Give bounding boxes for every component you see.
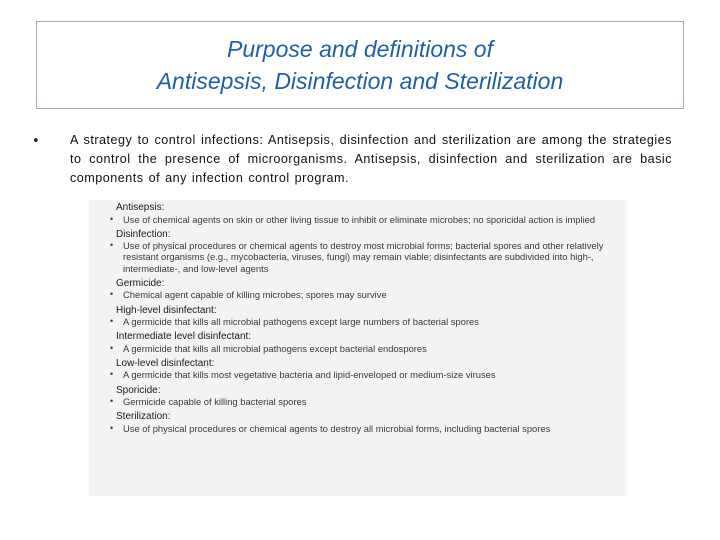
intro-body: Antisepsis, disinfection and sterilization are among the strategies to control the presence of microorganisms. Antisepsis, disinfection and sterilization are basic components of any infection control program. <box>70 133 672 185</box>
bullet-icon: • <box>110 213 114 224</box>
definition-term: High-level disinfectant: <box>116 304 217 316</box>
definition-description <box>110 316 621 328</box>
bullet-icon: • <box>110 369 114 380</box>
definition-text: A germicide that kills all microbial pathogens except bacterial endospores <box>123 342 427 354</box>
definition-term: Antisepsis: <box>116 202 165 213</box>
definition-text: Chemical agent capable of killing microbes; spores may survive <box>123 289 387 301</box>
intro-paragraph <box>70 131 672 188</box>
definition-text: Use of chemical agents on skin or other living tissue to inhibit or eliminate microbes; no sporicidal action is implied <box>123 213 596 225</box>
definition-description <box>110 396 621 408</box>
bullet-icon: • <box>110 396 114 407</box>
definition-description <box>110 213 621 225</box>
definition-term: Germicide: <box>116 277 165 289</box>
definition-text: Use of physical procedures or chemical agents to destroy most microbial forms; bacterial spores and other relatively resistant organisms (e.g., mycobacteria, viruses, fungi) may remain viable; disinfectants are subdivided into high-, intermediate-, and low-level agents <box>123 240 604 274</box>
definition-text: A germicide that kills all microbial pathogens except large numbers of bacterial spores <box>123 316 479 328</box>
definition-description <box>110 369 621 381</box>
definition-description <box>110 342 621 354</box>
definition-term: Low-level disinfectant: <box>116 357 215 369</box>
title-box <box>36 21 684 109</box>
definition-term: Sporicide: <box>116 384 161 396</box>
bullet-icon: • <box>110 342 114 353</box>
definition-term: Intermediate level disinfectant: <box>116 331 252 343</box>
definitions-panel <box>89 200 627 496</box>
definition-text: Germicide capable of killing bacterial spores <box>123 396 307 408</box>
bullet-icon: • <box>32 134 40 149</box>
bullet-icon: • <box>110 289 114 300</box>
definition-description <box>110 240 621 274</box>
definition-text: A germicide that kills most vegetative bacteria and lipid-enveloped or medium-size viruses <box>123 369 496 381</box>
definition-term: Disinfection: <box>116 228 171 240</box>
intro-lead: A strategy to control infections: <box>70 133 264 147</box>
bullet-icon: • <box>110 240 114 251</box>
bullet-icon: • <box>110 316 114 327</box>
title-line-1: Purpose and definitions of <box>227 36 493 62</box>
title-line-2: Antisepsis, Disinfection and Sterilization <box>156 68 564 94</box>
definition-description <box>110 422 621 434</box>
definition-description <box>110 289 621 301</box>
definition-term: Sterilization: <box>116 411 171 423</box>
definition-text: Use of physical procedures or chemical agents to destroy all microbial forms, including bacterial spores <box>123 422 551 434</box>
bullet-icon: • <box>110 422 114 433</box>
